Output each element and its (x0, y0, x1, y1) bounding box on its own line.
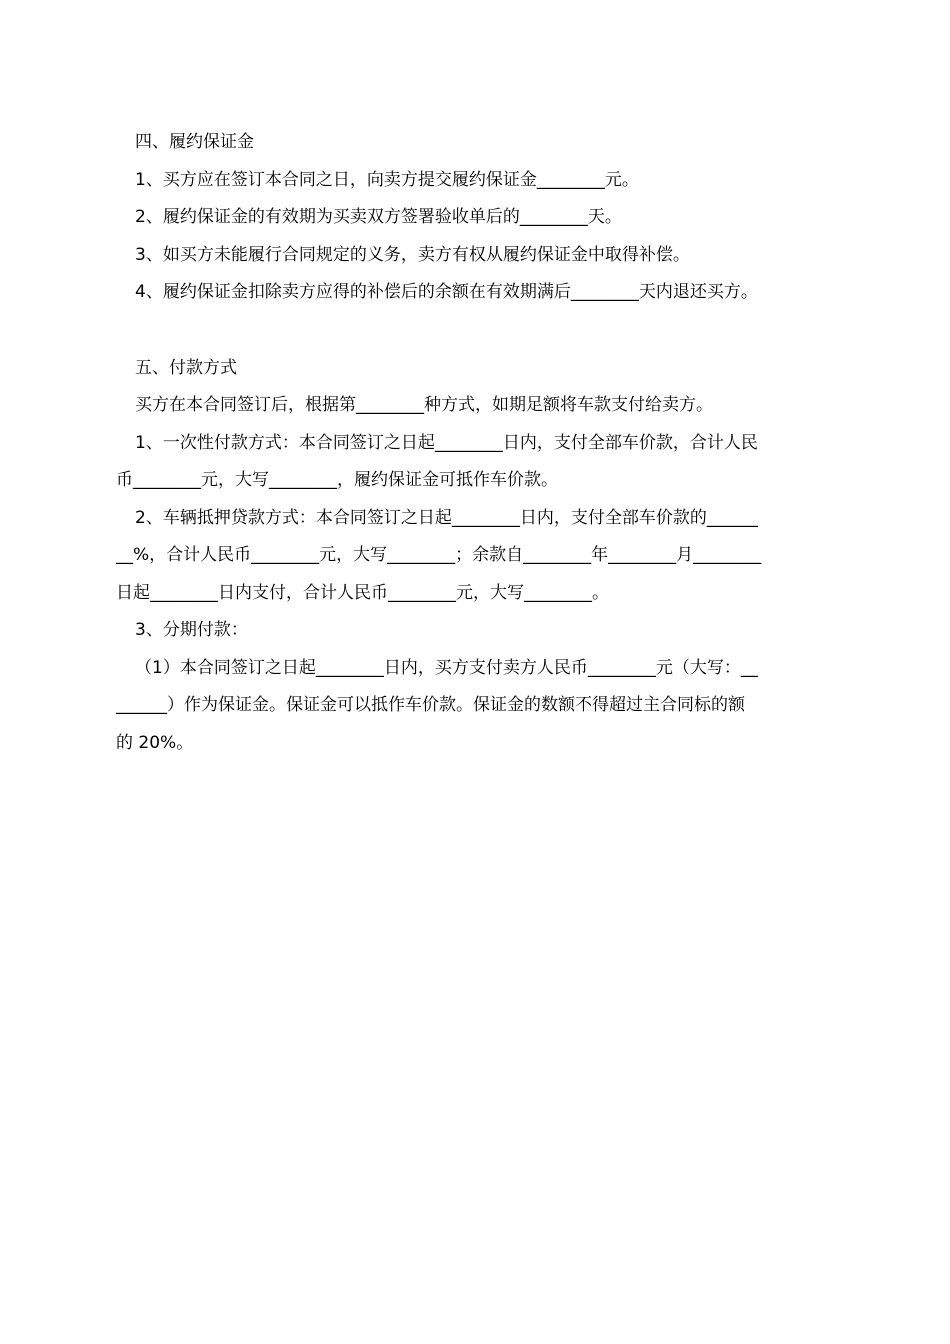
section-5-intro: 买方在本合同签订后，根据第________种方式，如期足额将车款支付给卖方。 (135, 395, 713, 415)
section-5-line-3: 2、车辆抵押贷款方式：本合同签订之日起________日内，支付全部车价款的______ (135, 507, 758, 528)
section-4-item-2: 2、履约保证金的有效期为买卖双方签署验收单后的________天。 (135, 207, 622, 227)
section-gap (116, 312, 838, 350)
section-5-line-1: 1、一次性付款方式：本合同签订之日起________日内，支付全部车价款，合计人民 (135, 432, 758, 453)
section-4-item-3: 3、如买方未能履行合同规定的义务，卖方有权从履约保证金中取得补偿。 (135, 244, 690, 265)
section-5-line-2: 币________元，大写________，履约保证金可抵作车价款。 (116, 470, 558, 490)
document-page (116, 124, 838, 762)
section-4-item-4: 4、履约保证金扣除卖方应得的补偿后的余额在有效期满后________天内退还买方。 (135, 282, 758, 302)
section-5-heading: 五、付款方式 (135, 357, 237, 378)
section-5-line-6: 3、分期付款： (135, 620, 248, 640)
section-5-line-5: 日起________日内支付，合计人民币________元，大写________。 (116, 582, 609, 603)
section-4-heading: 四、履约保证金 (135, 132, 254, 152)
section-4-item-1: 1、买方应在签订本合同之日，向卖方提交履约保证金________元。 (135, 169, 639, 190)
section-5-line-8: ______）作为保证金。保证金可以抵作车价款。保证金的数额不得超过主合同标的额 (116, 695, 745, 715)
section-5-line-9: 的 20%。 (116, 732, 194, 753)
section-5-line-4: __%，合计人民币________元，大写________；余款自________年________月________ (116, 545, 762, 565)
section-5-line-7: （1）本合同签订之日起________日内，买方支付卖方人民币________元（大写：__ (135, 657, 758, 678)
